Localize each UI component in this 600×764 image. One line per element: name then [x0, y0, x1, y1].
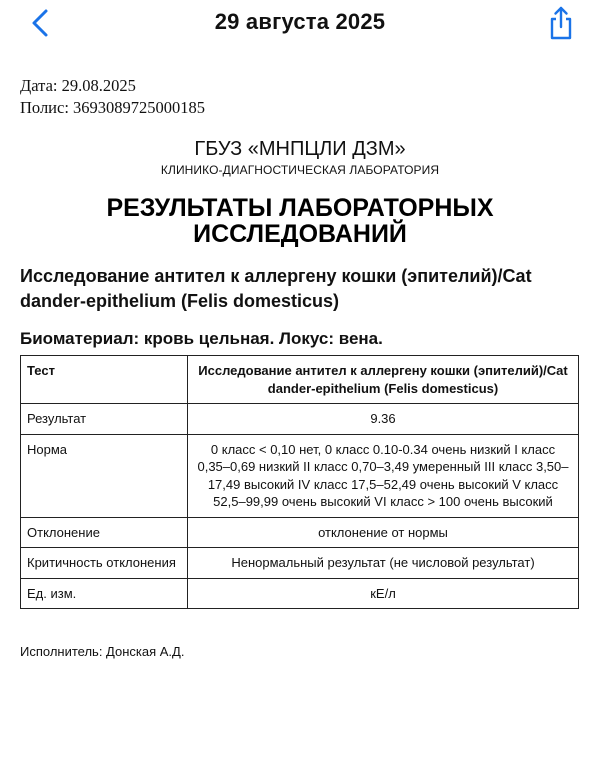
- row-label: Норма: [21, 434, 188, 517]
- document-title-line1: РЕЗУЛЬТАТЫ ЛАБОРАТОРНЫХ: [106, 194, 494, 222]
- policy-line: Полис: 3693089725000185: [20, 98, 206, 117]
- table-row-result: [21, 404, 579, 435]
- study-title: Исследование антител к аллергену кошки (эпителий)/Cat dander-epithelium (Felis domesticus): [20, 266, 532, 311]
- top-navigation-bar: [0, 0, 600, 46]
- header-label-cell: Тест: [21, 356, 188, 404]
- row-label: Отклонение: [21, 517, 188, 548]
- date-line: Дата: 29.08.2025: [20, 76, 136, 95]
- biomaterial-info: Биоматериал: кровь цельная. Локус: вена.: [20, 329, 383, 348]
- document-title-line2: ИССЛЕДОВАНИЙ: [193, 220, 407, 248]
- row-value: кЕ/л: [188, 578, 579, 609]
- row-value: Ненормальный результат (не числовой результат): [188, 548, 579, 579]
- table-row-deviation: [21, 517, 579, 548]
- document-meta: [20, 75, 205, 119]
- row-value: 9.36: [188, 404, 579, 435]
- document-title: [40, 195, 560, 247]
- share-icon: [546, 5, 576, 41]
- share-button[interactable]: [546, 5, 576, 41]
- executor-line: Исполнитель: Донская А.Д.: [20, 644, 185, 659]
- row-value: отклонение от нормы: [188, 517, 579, 548]
- table-row-units: [21, 578, 579, 609]
- row-label: Ед. изм.: [21, 578, 188, 609]
- row-label: Результат: [21, 404, 188, 435]
- header-value-cell: Исследование антител к аллергену кошки (эпителий)/Cat dander-epithelium (Felis domesticus): [188, 356, 579, 404]
- organization-subtitle: КЛИНИКО-ДИАГНОСТИЧЕСКАЯ ЛАБОРАТОРИЯ: [160, 163, 440, 177]
- organization-name: ГБУЗ «МНПЦЛИ ДЗМ»: [194, 138, 406, 160]
- row-label: Критичность отклонения: [21, 548, 188, 579]
- table-header-row: [21, 356, 579, 404]
- table-row-criticality: [21, 548, 579, 579]
- results-table: [20, 355, 579, 609]
- table-row-norm: [21, 434, 579, 517]
- page-title: 29 августа 2025: [214, 9, 386, 34]
- row-value: 0 класс < 0,10 нет, 0 класс 0.10-0.34 очень низкий I класс 0,35–0,69 низкий II класс 0,70–3,49 умеренный III класс 3,50–17,49 высокий IV класс 17,5–52,49 очень высокий V класс 52,5–99,99 очень высокий VI класс > 100 очень высокий: [188, 434, 579, 517]
